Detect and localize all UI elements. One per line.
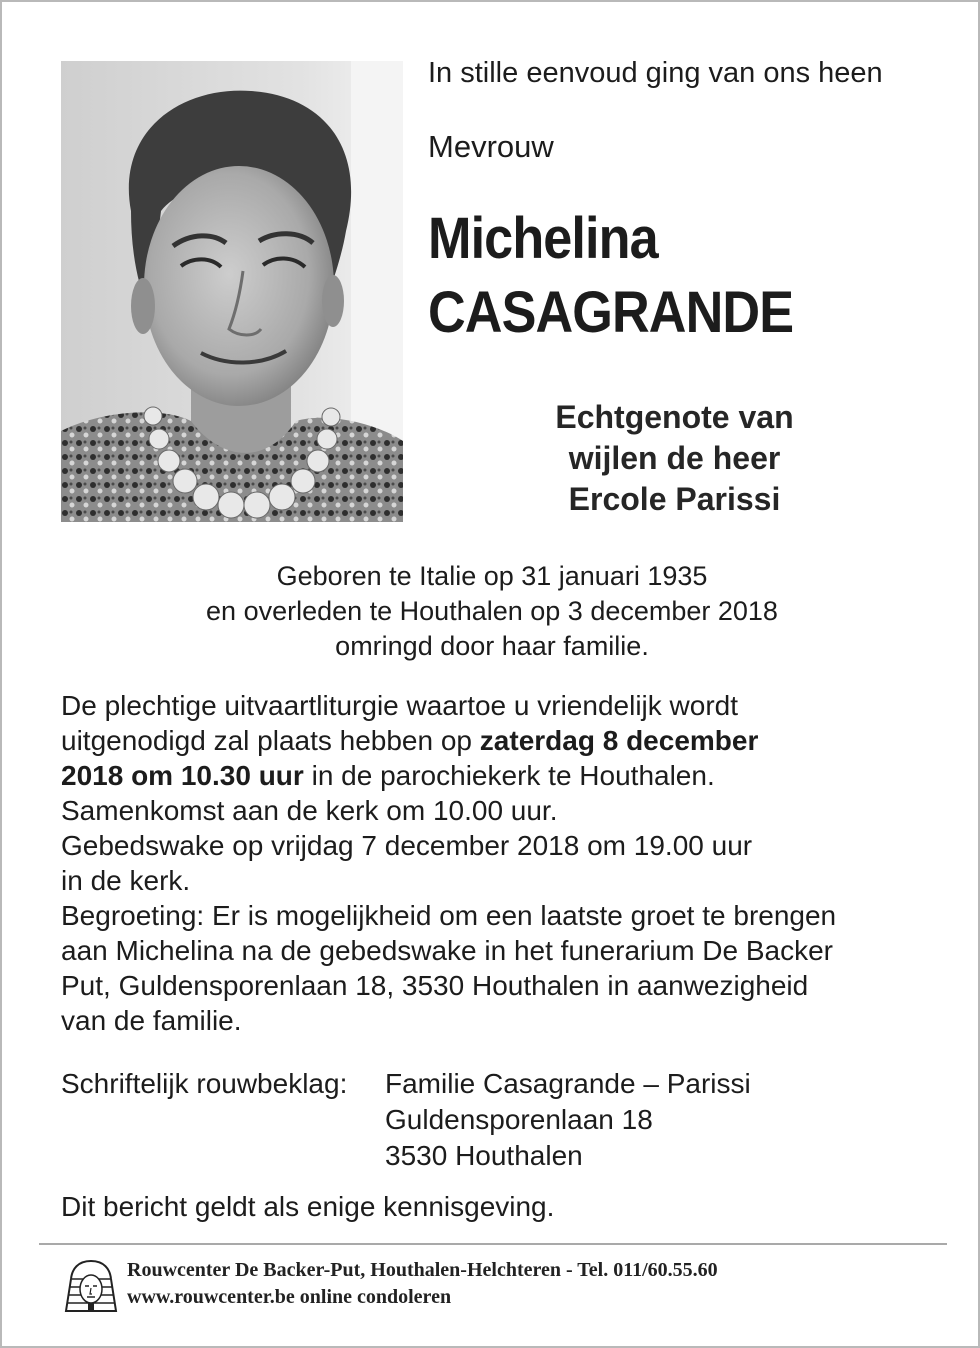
service-date: zaterdag 8 december (479, 725, 759, 756)
death-line: en overleden te Houthalen op 3 december 2018 (206, 596, 778, 626)
address-line: Familie Casagrande – Parissi (385, 1068, 751, 1099)
footer-text (127, 1257, 718, 1311)
portrait-photo (61, 61, 403, 522)
notice-text: Dit bericht geldt als enige kennisgeving. (61, 1191, 555, 1222)
service-text: in de parochiekerk te Houthalen. (303, 760, 715, 791)
service-line (61, 723, 941, 758)
service-line: van de familie. (61, 1005, 242, 1036)
footer-divider (39, 1243, 947, 1245)
service-time: 2018 om 10.30 uur (61, 760, 304, 791)
service-line: aan Michelina na de gebedswake in het funerarium De Backer (61, 935, 834, 966)
footer-contact: Rouwcenter De Backer-Put, Houthalen-Helchteren - Tel. 011/60.55.60 (127, 1259, 718, 1281)
deceased-name (428, 202, 793, 350)
footer-website-link[interactable]: www.rouwcenter.be online condoleren (127, 1286, 452, 1308)
intro-text: In stille eenvoud ging van ons heen (428, 57, 883, 89)
birth-line: Geboren te Italie op 31 januari 1935 (276, 561, 708, 591)
title-text: Mevrouw (428, 129, 554, 164)
first-name: Michelina (428, 206, 658, 271)
service-line: Put, Guldensporenlaan 18, 3530 Houthalen in aanwezigheid (61, 970, 809, 1001)
spouse-line: Echtgenote van (555, 399, 794, 435)
service-line: Samenkomst aan de kerk om 10.00 uur. (61, 795, 558, 826)
pharaoh-head-icon (64, 1259, 118, 1315)
service-line: in de kerk. (61, 865, 191, 896)
birth-death-block (102, 559, 882, 664)
service-line: Begroeting: Er is mogelijkheid om een laatste groet te brengen (61, 900, 837, 931)
last-name: CASAGRANDE (428, 280, 794, 345)
portrait-image (61, 61, 403, 522)
service-line: Gebedswake op vrijdag 7 december 2018 om 19.00 uur (61, 830, 753, 861)
service-block (61, 688, 941, 1038)
condolences-label: Schriftelijk rouwbeklag: (61, 1068, 348, 1099)
address-line: 3530 Houthalen (385, 1140, 583, 1171)
service-line: De plechtige uitvaartliturgie waartoe u vriendelijk wordt (61, 690, 739, 721)
spouse-block (512, 397, 837, 520)
spouse-line: wijlen de heer (568, 440, 781, 476)
family-line: omringd door haar familie. (335, 631, 649, 661)
condolences-address (385, 1066, 751, 1174)
service-text: uitgenodigd zal plaats hebben op (61, 725, 480, 756)
service-line (61, 758, 941, 793)
address-line: Guldensporenlaan 18 (385, 1104, 653, 1135)
spouse-line: Ercole Parissi (568, 481, 781, 517)
